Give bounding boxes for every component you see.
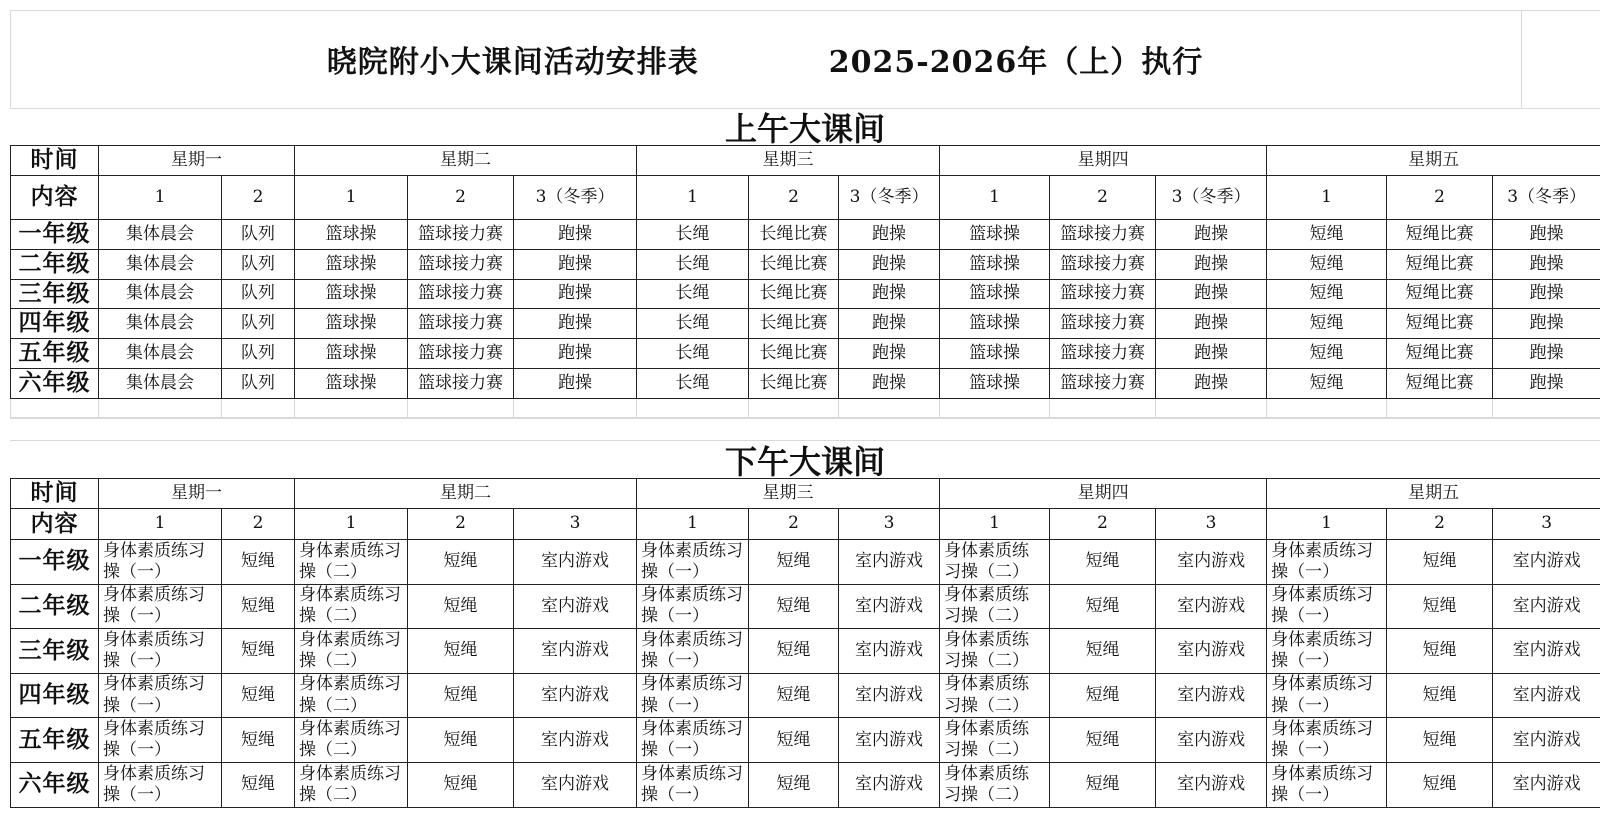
grade-label: 三年级 bbox=[11, 279, 99, 309]
schedule-cell: 身体素质练习操（一） bbox=[1267, 584, 1387, 629]
schedule-cell: 室内游戏 bbox=[1493, 584, 1600, 629]
schedule-cell: 篮球接力赛 bbox=[408, 368, 514, 398]
schedule-cell: 身体素质练习操（一） bbox=[637, 540, 749, 585]
schedule-cell: 篮球操 bbox=[940, 220, 1050, 250]
schedule-cell: 篮球接力赛 bbox=[408, 339, 514, 369]
blank-cell bbox=[1267, 398, 1387, 418]
grade-row bbox=[11, 762, 1600, 807]
schedule-cell: 长绳比赛 bbox=[749, 339, 839, 369]
schedule-cell: 身体素质练习操（一） bbox=[99, 718, 222, 763]
schedule-cell: 短绳 bbox=[408, 718, 514, 763]
schedule-cell: 身体素质练习操（一） bbox=[637, 673, 749, 718]
schedule-cell: 集体晨会 bbox=[99, 309, 222, 339]
grade-row bbox=[11, 368, 1600, 398]
schedule-cell: 室内游戏 bbox=[1156, 629, 1267, 674]
schedule-cell: 短绳比赛 bbox=[1387, 279, 1493, 309]
schedule-cell: 篮球操 bbox=[295, 220, 408, 250]
schedule-cell: 长绳 bbox=[637, 339, 749, 369]
schedule-cell: 跑操 bbox=[839, 220, 940, 250]
schedule-cell: 跑操 bbox=[839, 279, 940, 309]
schedule-cell: 短绳 bbox=[1387, 540, 1493, 585]
schedule-cell: 短绳 bbox=[408, 540, 514, 585]
schedule-cell: 身体素质练习操（二） bbox=[295, 718, 408, 763]
schedule-cell: 短绳 bbox=[749, 673, 839, 718]
grade-label: 六年级 bbox=[11, 762, 99, 807]
slot-header: 1 bbox=[637, 176, 749, 220]
schedule-cell: 室内游戏 bbox=[1493, 762, 1600, 807]
schedule-cell: 短绳 bbox=[749, 762, 839, 807]
slot-header: 2 bbox=[1050, 176, 1156, 220]
schedule-cell: 身体素质练习操（二） bbox=[940, 540, 1050, 585]
time-label: 时间 bbox=[11, 146, 99, 176]
schedule-cell: 身体素质练习操（一） bbox=[637, 584, 749, 629]
schedule-cell: 室内游戏 bbox=[839, 718, 940, 763]
blank-cell bbox=[749, 398, 839, 418]
schedule-cell: 队列 bbox=[222, 339, 295, 369]
slot-header: 3 bbox=[1156, 509, 1267, 540]
schedule-cell: 短绳 bbox=[749, 584, 839, 629]
schedule-cell: 跑操 bbox=[1493, 220, 1600, 250]
schedule-cell: 跑操 bbox=[1493, 339, 1600, 369]
schedule-cell: 篮球接力赛 bbox=[408, 309, 514, 339]
blank-cell bbox=[11, 398, 99, 418]
schedule-cell: 短绳 bbox=[1267, 279, 1387, 309]
schedule-cell: 篮球接力赛 bbox=[408, 220, 514, 250]
day-header-row bbox=[11, 479, 1600, 509]
morning-section-title: 上午大课间 bbox=[724, 110, 885, 148]
slot-header: 3 bbox=[514, 509, 637, 540]
schedule-cell: 身体素质练习操（二） bbox=[295, 540, 408, 585]
schedule-cell: 身体素质练习操（一） bbox=[637, 762, 749, 807]
schedule-cell: 室内游戏 bbox=[1493, 718, 1600, 763]
schedule-cell: 篮球接力赛 bbox=[1050, 220, 1156, 250]
day-header: 星期四 bbox=[940, 146, 1267, 176]
schedule-cell: 身体素质练习操（二） bbox=[940, 629, 1050, 674]
grade-row bbox=[11, 584, 1600, 629]
grade-label: 一年级 bbox=[11, 540, 99, 585]
schedule-cell: 长绳比赛 bbox=[749, 249, 839, 279]
schedule-cell: 身体素质练习操（一） bbox=[1267, 540, 1387, 585]
gridline bbox=[10, 417, 1600, 418]
schedule-cell: 短绳 bbox=[1387, 673, 1493, 718]
blank-cell bbox=[1387, 398, 1493, 418]
schedule-cell: 身体素质练习操（一） bbox=[1267, 629, 1387, 674]
gridline bbox=[1521, 10, 1522, 108]
slot-header: 3（冬季） bbox=[1493, 176, 1600, 220]
schedule-cell: 跑操 bbox=[1493, 368, 1600, 398]
schedule-cell: 室内游戏 bbox=[514, 762, 637, 807]
schedule-cell: 短绳 bbox=[1050, 762, 1156, 807]
schedule-cell: 跑操 bbox=[514, 220, 637, 250]
schedule-cell: 长绳 bbox=[637, 220, 749, 250]
schedule-cell: 跑操 bbox=[839, 339, 940, 369]
schedule-cell: 长绳 bbox=[637, 309, 749, 339]
schedule-cell: 短绳 bbox=[222, 540, 295, 585]
schedule-cell: 短绳 bbox=[1050, 540, 1156, 585]
schedule-cell: 跑操 bbox=[1493, 279, 1600, 309]
schedule-cell: 跑操 bbox=[514, 249, 637, 279]
grade-label: 三年级 bbox=[11, 629, 99, 674]
schedule-cell: 短绳 bbox=[1050, 673, 1156, 718]
schedule-cell: 室内游戏 bbox=[514, 718, 637, 763]
schedule-cell: 室内游戏 bbox=[839, 673, 940, 718]
grade-label: 五年级 bbox=[11, 339, 99, 369]
grade-row bbox=[11, 339, 1600, 369]
grade-row bbox=[11, 249, 1600, 279]
schedule-cell: 篮球操 bbox=[940, 279, 1050, 309]
schedule-cell: 篮球操 bbox=[940, 339, 1050, 369]
schedule-cell: 篮球接力赛 bbox=[1050, 368, 1156, 398]
schedule-cell: 短绳比赛 bbox=[1387, 339, 1493, 369]
schedule-cell: 篮球接力赛 bbox=[1050, 339, 1156, 369]
schedule-cell: 短绳 bbox=[1387, 762, 1493, 807]
day-header: 星期三 bbox=[637, 146, 940, 176]
blank-cell bbox=[1156, 398, 1267, 418]
blank-cell bbox=[940, 398, 1050, 418]
schedule-cell: 室内游戏 bbox=[1493, 673, 1600, 718]
schedule-cell: 队列 bbox=[222, 279, 295, 309]
slot-header: 2 bbox=[749, 509, 839, 540]
content-label: 内容 bbox=[11, 176, 99, 220]
blank-cell bbox=[514, 398, 637, 418]
blank-cell bbox=[1493, 398, 1600, 418]
schedule-cell: 身体素质练习操（一） bbox=[637, 629, 749, 674]
schedule-cell: 短绳 bbox=[222, 762, 295, 807]
schedule-cell: 短绳 bbox=[1050, 718, 1156, 763]
schedule-cell: 篮球操 bbox=[295, 309, 408, 339]
blank-cell bbox=[295, 398, 408, 418]
time-label: 时间 bbox=[11, 479, 99, 509]
slot-header-row bbox=[11, 509, 1600, 540]
schedule-cell: 身体素质练习操（二） bbox=[295, 584, 408, 629]
schedule-cell: 长绳 bbox=[637, 368, 749, 398]
schedule-cell: 身体素质练习操（一） bbox=[99, 673, 222, 718]
schedule-cell: 跑操 bbox=[1493, 309, 1600, 339]
schedule-cell: 队列 bbox=[222, 249, 295, 279]
grade-row bbox=[11, 279, 1600, 309]
slot-header: 2 bbox=[222, 176, 295, 220]
schedule-cell: 室内游戏 bbox=[1156, 584, 1267, 629]
slot-header: 2 bbox=[1387, 176, 1493, 220]
grade-row bbox=[11, 629, 1600, 674]
schedule-cell: 跑操 bbox=[839, 368, 940, 398]
schedule-cell: 室内游戏 bbox=[1493, 629, 1600, 674]
schedule-cell: 短绳 bbox=[1050, 584, 1156, 629]
schedule-cell: 集体晨会 bbox=[99, 368, 222, 398]
slot-header: 1 bbox=[99, 176, 222, 220]
schedule-cell: 短绳 bbox=[1050, 629, 1156, 674]
schedule-cell: 跑操 bbox=[1156, 368, 1267, 398]
schedule-cell: 短绳 bbox=[1387, 629, 1493, 674]
blank-cell bbox=[1050, 398, 1156, 418]
slot-header: 1 bbox=[1267, 509, 1387, 540]
slot-header: 2 bbox=[408, 509, 514, 540]
schedule-cell: 队列 bbox=[222, 220, 295, 250]
grade-label: 四年级 bbox=[11, 673, 99, 718]
schedule-cell: 室内游戏 bbox=[839, 762, 940, 807]
schedule-cell: 室内游戏 bbox=[1156, 718, 1267, 763]
schedule-cell: 篮球操 bbox=[295, 368, 408, 398]
day-header: 星期一 bbox=[99, 146, 295, 176]
schedule-cell: 跑操 bbox=[839, 249, 940, 279]
slot-header: 3（冬季） bbox=[1156, 176, 1267, 220]
schedule-cell: 篮球操 bbox=[295, 249, 408, 279]
gridline bbox=[10, 440, 1600, 441]
slot-header: 2 bbox=[408, 176, 514, 220]
schedule-cell: 跑操 bbox=[1156, 339, 1267, 369]
schedule-cell: 身体素质练习操（一） bbox=[99, 629, 222, 674]
schedule-cell: 短绳比赛 bbox=[1387, 249, 1493, 279]
afternoon-section-title: 下午大课间 bbox=[724, 443, 885, 481]
schedule-cell: 短绳 bbox=[1387, 718, 1493, 763]
schedule-cell: 身体素质练习操（一） bbox=[1267, 762, 1387, 807]
schedule-cell: 短绳 bbox=[1267, 249, 1387, 279]
schedule-cell: 队列 bbox=[222, 309, 295, 339]
day-header: 星期五 bbox=[1267, 146, 1600, 176]
schedule-cell: 跑操 bbox=[1156, 279, 1267, 309]
grade-label: 四年级 bbox=[11, 309, 99, 339]
slot-header: 1 bbox=[295, 176, 408, 220]
day-header: 星期二 bbox=[295, 146, 637, 176]
schedule-cell: 集体晨会 bbox=[99, 279, 222, 309]
schedule-cell: 身体素质练习操（一） bbox=[1267, 718, 1387, 763]
title-main: 晓院附小大课间活动安排表 bbox=[326, 45, 699, 80]
schedule-cell: 短绳 bbox=[1267, 368, 1387, 398]
schedule-cell: 跑操 bbox=[1156, 309, 1267, 339]
schedule-cell: 集体晨会 bbox=[99, 220, 222, 250]
schedule-cell: 短绳 bbox=[749, 718, 839, 763]
slot-header: 1 bbox=[940, 176, 1050, 220]
grade-row bbox=[11, 673, 1600, 718]
schedule-cell: 短绳 bbox=[222, 673, 295, 718]
schedule-cell: 身体素质练习操（二） bbox=[295, 762, 408, 807]
schedule-cell: 身体素质练习操（一） bbox=[99, 584, 222, 629]
schedule-cell: 短绳比赛 bbox=[1387, 309, 1493, 339]
schedule-cell: 篮球操 bbox=[295, 339, 408, 369]
schedule-cell: 长绳 bbox=[637, 249, 749, 279]
schedule-cell: 长绳比赛 bbox=[749, 309, 839, 339]
schedule-cell: 室内游戏 bbox=[514, 673, 637, 718]
schedule-cell: 跑操 bbox=[1156, 220, 1267, 250]
slot-header: 1 bbox=[637, 509, 749, 540]
schedule-cell: 短绳 bbox=[408, 584, 514, 629]
schedule-cell: 短绳 bbox=[1267, 339, 1387, 369]
day-header-row bbox=[11, 146, 1600, 176]
grade-row bbox=[11, 540, 1600, 585]
schedule-cell: 短绳 bbox=[222, 629, 295, 674]
schedule-cell: 短绳 bbox=[408, 762, 514, 807]
slot-header-row bbox=[11, 176, 1600, 220]
schedule-cell: 短绳 bbox=[408, 673, 514, 718]
slot-header: 2 bbox=[222, 509, 295, 540]
slot-header: 3（冬季） bbox=[514, 176, 637, 220]
slot-header: 2 bbox=[1387, 509, 1493, 540]
schedule-cell: 篮球操 bbox=[295, 279, 408, 309]
schedule-cell: 长绳比赛 bbox=[749, 368, 839, 398]
grade-label: 五年级 bbox=[11, 718, 99, 763]
schedule-cell: 身体素质练习操（二） bbox=[940, 584, 1050, 629]
day-header: 星期五 bbox=[1267, 479, 1600, 509]
schedule-cell: 集体晨会 bbox=[99, 339, 222, 369]
schedule-cell: 长绳比赛 bbox=[749, 279, 839, 309]
grade-row bbox=[11, 309, 1600, 339]
schedule-cell: 短绳 bbox=[749, 540, 839, 585]
slot-header: 1 bbox=[940, 509, 1050, 540]
slot-header: 1 bbox=[99, 509, 222, 540]
schedule-cell: 篮球操 bbox=[940, 309, 1050, 339]
schedule-cell: 跑操 bbox=[514, 339, 637, 369]
schedule-cell: 长绳 bbox=[637, 279, 749, 309]
schedule-cell: 短绳 bbox=[1267, 220, 1387, 250]
schedule-cell: 篮球接力赛 bbox=[1050, 249, 1156, 279]
gridline bbox=[10, 108, 1600, 109]
schedule-cell: 队列 bbox=[222, 368, 295, 398]
schedule-cell: 室内游戏 bbox=[1493, 540, 1600, 585]
day-header: 星期一 bbox=[99, 479, 295, 509]
schedule-cell: 短绳 bbox=[408, 629, 514, 674]
schedule-cell: 身体素质练习操（一） bbox=[99, 762, 222, 807]
schedule-cell: 跑操 bbox=[514, 368, 637, 398]
schedule-cell: 集体晨会 bbox=[99, 249, 222, 279]
schedule-cell: 篮球接力赛 bbox=[1050, 279, 1156, 309]
day-header: 星期二 bbox=[295, 479, 637, 509]
schedule-cell: 室内游戏 bbox=[1156, 673, 1267, 718]
blank-cell bbox=[408, 398, 514, 418]
morning-table bbox=[10, 145, 1600, 419]
day-header: 星期四 bbox=[940, 479, 1267, 509]
schedule-cell: 短绳 bbox=[222, 584, 295, 629]
blank-cell bbox=[839, 398, 940, 418]
title-period: 2025-2026年（上）执行 bbox=[828, 45, 1204, 80]
grade-row bbox=[11, 718, 1600, 763]
schedule-cell: 短绳比赛 bbox=[1387, 220, 1493, 250]
schedule-cell: 短绳 bbox=[1387, 584, 1493, 629]
schedule-cell: 室内游戏 bbox=[839, 584, 940, 629]
schedule-cell: 身体素质练习操（二） bbox=[940, 762, 1050, 807]
day-header: 星期三 bbox=[637, 479, 940, 509]
schedule-cell: 跑操 bbox=[514, 279, 637, 309]
document-title bbox=[10, 10, 1520, 108]
schedule-cell: 室内游戏 bbox=[839, 629, 940, 674]
schedule-cell: 跑操 bbox=[1156, 249, 1267, 279]
schedule-cell: 长绳比赛 bbox=[749, 220, 839, 250]
schedule-cell: 跑操 bbox=[1493, 249, 1600, 279]
slot-header: 1 bbox=[1267, 176, 1387, 220]
grade-label: 二年级 bbox=[11, 249, 99, 279]
schedule-cell: 短绳 bbox=[1267, 309, 1387, 339]
content-label: 内容 bbox=[11, 509, 99, 540]
grade-label: 六年级 bbox=[11, 368, 99, 398]
slot-header: 2 bbox=[1050, 509, 1156, 540]
blank-cell bbox=[637, 398, 749, 418]
schedule-cell: 室内游戏 bbox=[514, 629, 637, 674]
blank-cell bbox=[99, 398, 222, 418]
grade-label: 二年级 bbox=[11, 584, 99, 629]
schedule-cell: 身体素质练习操（二） bbox=[940, 673, 1050, 718]
schedule-cell: 篮球接力赛 bbox=[408, 249, 514, 279]
schedule-cell: 短绳 bbox=[749, 629, 839, 674]
schedule-cell: 篮球接力赛 bbox=[1050, 309, 1156, 339]
schedule-cell: 室内游戏 bbox=[1156, 540, 1267, 585]
schedule-cell: 身体素质练习操（二） bbox=[295, 629, 408, 674]
afternoon-table bbox=[10, 478, 1600, 808]
schedule-cell: 身体素质练习操（二） bbox=[295, 673, 408, 718]
slot-header: 3（冬季） bbox=[839, 176, 940, 220]
grade-label: 一年级 bbox=[11, 220, 99, 250]
schedule-cell: 室内游戏 bbox=[514, 540, 637, 585]
slot-header: 3 bbox=[839, 509, 940, 540]
schedule-cell: 身体素质练习操（一） bbox=[99, 540, 222, 585]
slot-header: 2 bbox=[749, 176, 839, 220]
schedule-cell: 短绳 bbox=[222, 718, 295, 763]
blank-cell bbox=[222, 398, 295, 418]
schedule-cell: 身体素质练习操（一） bbox=[1267, 673, 1387, 718]
schedule-cell: 跑操 bbox=[514, 309, 637, 339]
schedule-cell: 室内游戏 bbox=[839, 540, 940, 585]
schedule-cell: 身体素质练习操（一） bbox=[637, 718, 749, 763]
blank-row bbox=[11, 398, 1600, 418]
schedule-cell: 篮球操 bbox=[940, 368, 1050, 398]
schedule-cell: 短绳比赛 bbox=[1387, 368, 1493, 398]
grade-row bbox=[11, 220, 1600, 250]
slot-header: 3 bbox=[1493, 509, 1600, 540]
schedule-cell: 篮球接力赛 bbox=[408, 279, 514, 309]
slot-header: 1 bbox=[295, 509, 408, 540]
schedule-cell: 室内游戏 bbox=[1156, 762, 1267, 807]
schedule-cell: 身体素质练习操（二） bbox=[940, 718, 1050, 763]
schedule-cell: 室内游戏 bbox=[514, 584, 637, 629]
schedule-cell: 跑操 bbox=[839, 309, 940, 339]
schedule-cell: 篮球操 bbox=[940, 249, 1050, 279]
